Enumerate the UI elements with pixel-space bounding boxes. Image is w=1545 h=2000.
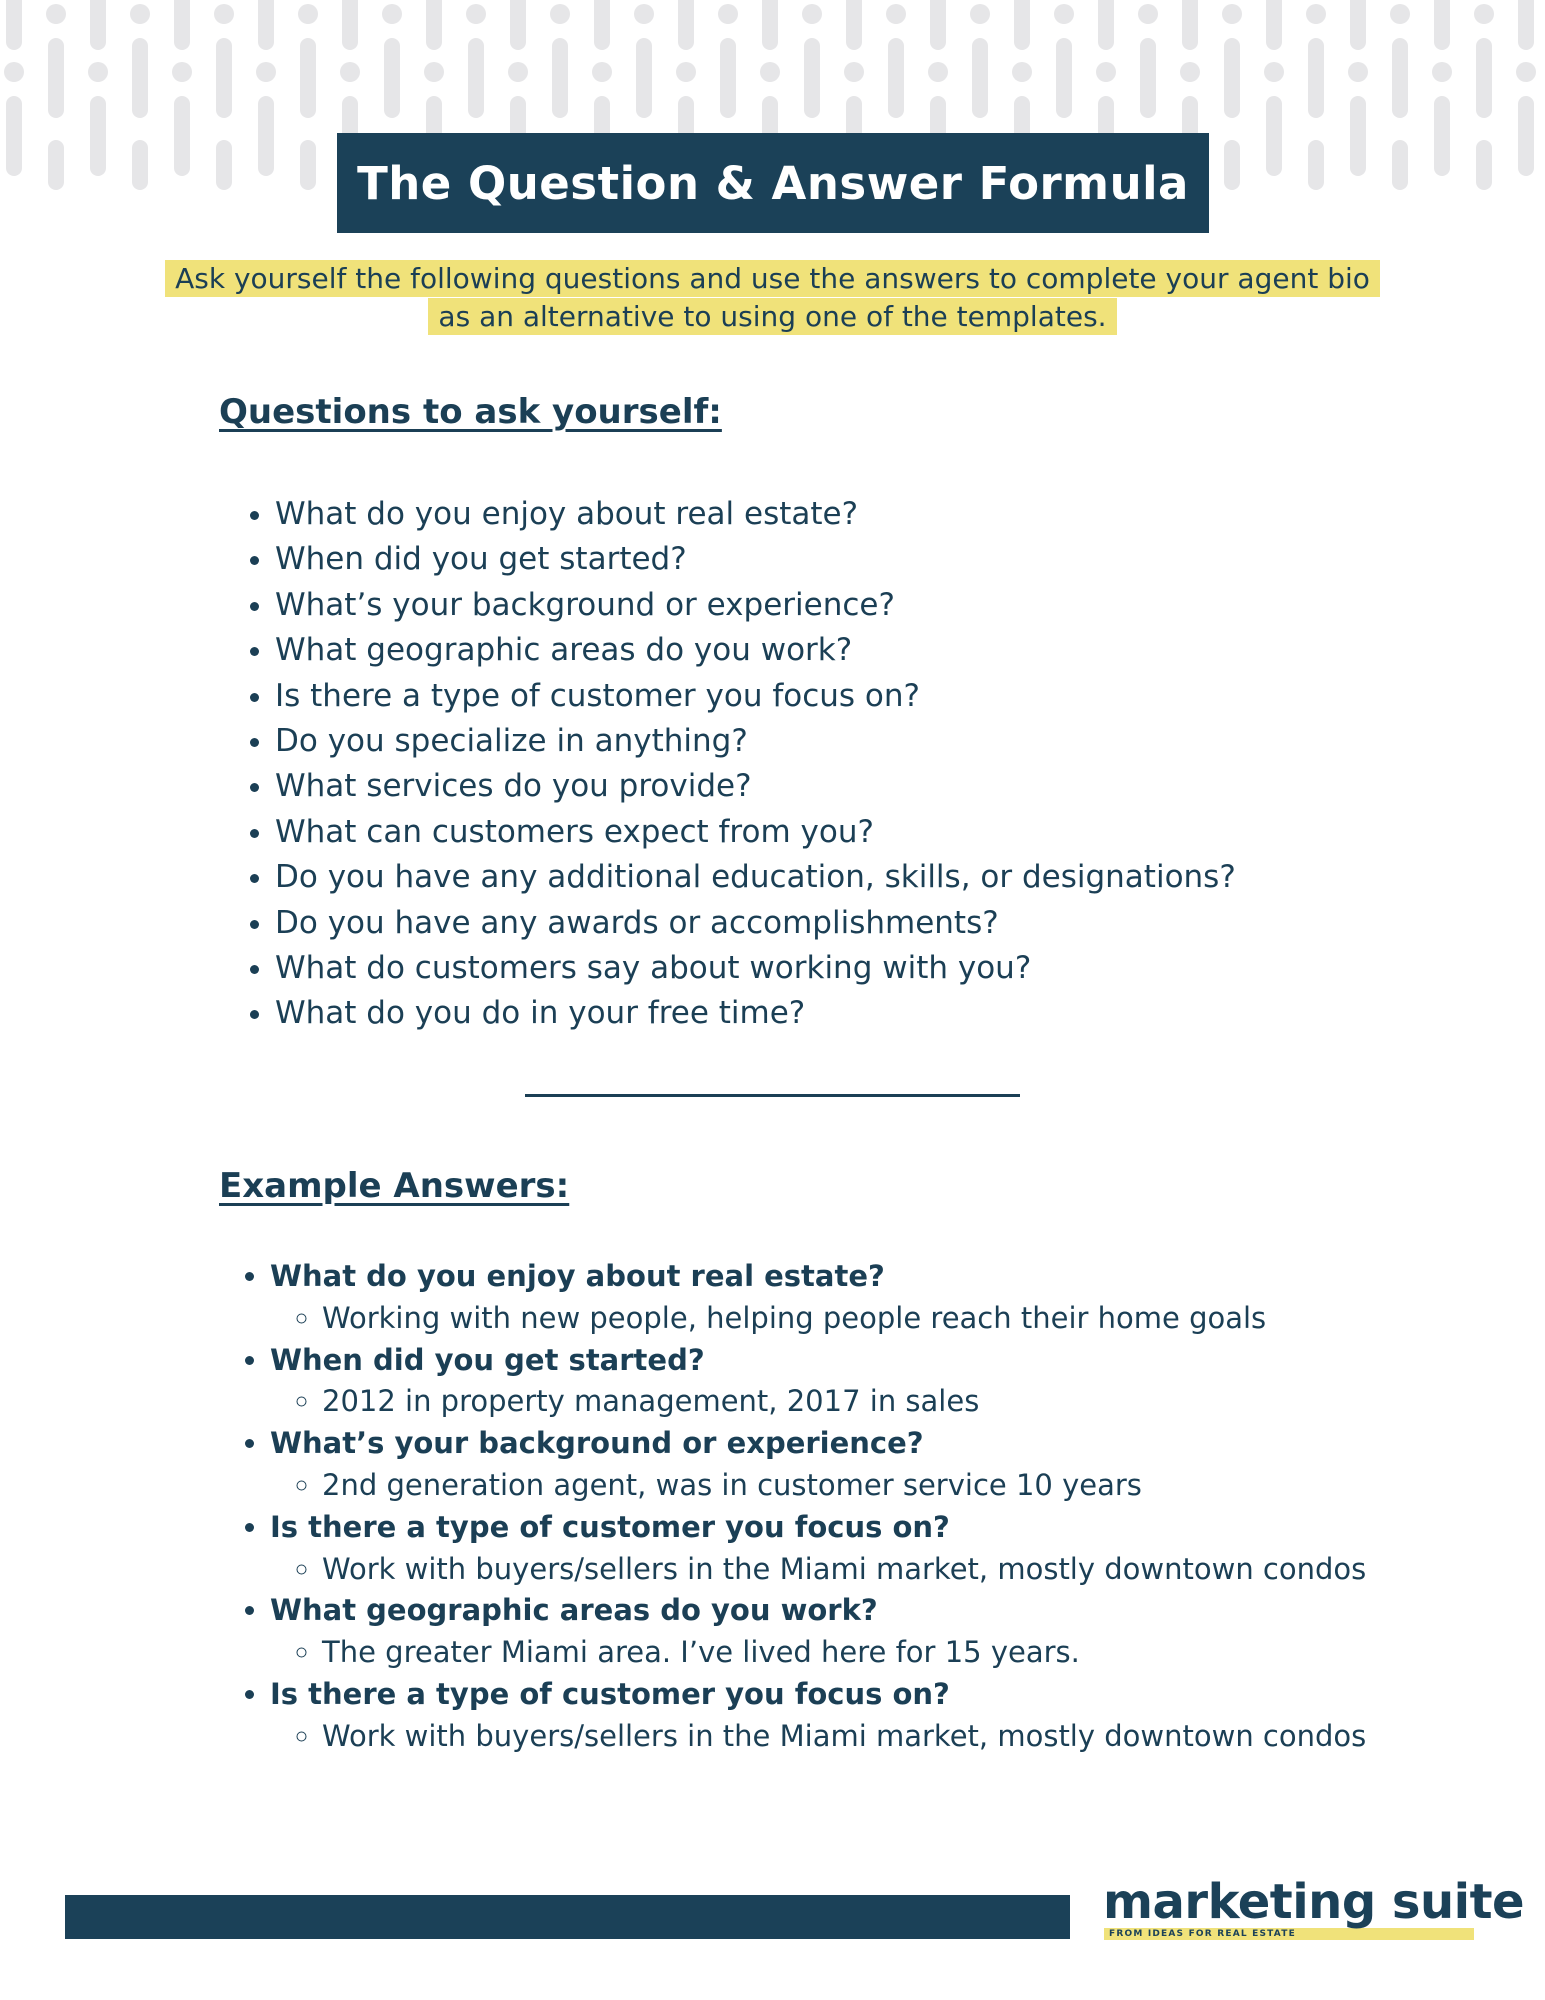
question-item: • Do you have any awards or accomplishments? <box>275 901 1236 946</box>
logo-tagline: FROM IDEAS FOR REAL ESTATE <box>1109 1929 1296 1939</box>
answer-question: • What do you enjoy about real estate? <box>270 1259 885 1293</box>
answer-item <box>270 1590 1400 1674</box>
intro-highlight: Ask yourself the following questions and use the answers to complete your agent bio as an alternative to using one of the templates. <box>165 260 1380 335</box>
answer-item <box>270 1674 1400 1758</box>
section-divider <box>525 1094 1020 1097</box>
question-item: • What services do you provide? <box>275 764 1236 809</box>
question-item: • What do you do in your free time? <box>275 991 1236 1036</box>
answer-question: • Is there a type of customer you focus on? <box>270 1676 950 1711</box>
logo-wordmark: marketing suite <box>1103 1874 1525 1930</box>
question-item: • What geographic areas do you work? <box>275 628 1236 673</box>
marketing-suite-logo <box>1103 1874 1525 1942</box>
answer-question: • When did you get started? <box>270 1342 705 1377</box>
question-item: • What do you enjoy about real estate? <box>275 492 1236 537</box>
answer-text: ◦ Working with new people, helping people reach their home goals <box>322 1298 1400 1340</box>
question-item: • Do you specialize in anything? <box>275 719 1236 764</box>
answer-text: ◦ Work with buyers/sellers in the Miami market, mostly downtown condos <box>322 1716 1400 1758</box>
answer-text: ◦ 2012 in property management, 2017 in sales <box>322 1381 1400 1423</box>
answer-item <box>270 1423 1400 1507</box>
answer-text: ◦ The greater Miami area. I’ve lived here for 15 years. <box>322 1632 1400 1674</box>
question-item: • Do you have any additional education, skills, or designations? <box>275 855 1236 900</box>
question-item: • Is there a type of customer you focus on? <box>275 674 1236 719</box>
intro-text <box>150 260 1395 336</box>
footer-bar <box>65 1895 1070 1939</box>
question-item: • What do customers say about working with you? <box>275 946 1236 991</box>
questions-heading: Questions to ask yourself: <box>219 392 722 432</box>
question-item: • What’s your background or experience? <box>275 583 1236 628</box>
answers-list <box>219 1256 1400 1758</box>
page-title: The Question & Answer Formula <box>337 133 1209 233</box>
question-item: • When did you get started? <box>275 537 1236 582</box>
answer-question: • Is there a type of customer you focus on? <box>270 1509 950 1544</box>
answer-item <box>270 1256 1400 1340</box>
answer-question: • What’s your background or experience? <box>270 1426 924 1461</box>
questions-list <box>219 492 1236 1037</box>
question-item: • What can customers expect from you? <box>275 810 1236 855</box>
answer-item <box>270 1340 1400 1424</box>
answer-text: ◦ 2nd generation agent, was in customer service 10 years <box>322 1465 1400 1507</box>
answer-item <box>270 1507 1400 1591</box>
answer-text: ◦ Work with buyers/sellers in the Miami market, mostly downtown condos <box>322 1549 1400 1591</box>
answers-heading: Example Answers: <box>219 1166 570 1206</box>
answer-question: • What geographic areas do you work? <box>270 1593 878 1628</box>
